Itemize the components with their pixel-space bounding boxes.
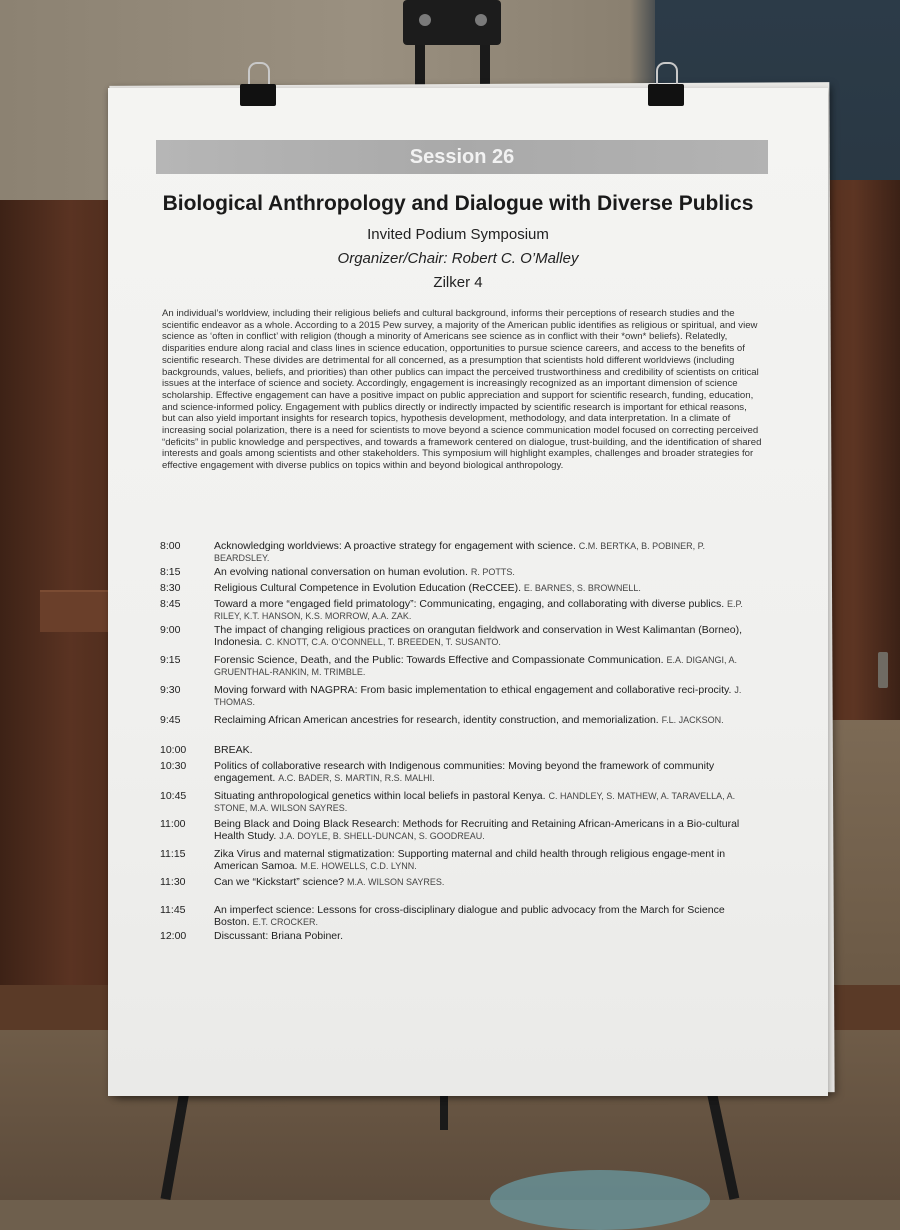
session-banner: Session 26: [156, 140, 768, 174]
talk-title: BREAK.: [214, 744, 253, 756]
schedule-talk: [214, 540, 744, 564]
talk-authors: R. POTTS.: [470, 567, 515, 577]
schedule-time: 8:45: [160, 598, 181, 610]
talk-title: The impact of changing religious practices on orangutan fieldwork and conservation in West Kalimantan (Borneo), Indonesia.: [214, 624, 743, 648]
talk-title: Reclaiming African American ancestries for research, identity construction, and memorialization.: [214, 714, 662, 726]
easel-clamp: [403, 0, 501, 45]
talk-authors: C. HANDLEY, S. MATHEW, A. TARAVELLA, A. STONE, M.A. WILSON SAYRES.: [214, 791, 736, 813]
talk-title: An imperfect science: Lessons for cross-disciplinary dialogue and public advocacy from the March for Science Boston.: [214, 904, 725, 928]
schedule-time: 12:00: [160, 930, 187, 942]
talk-authors: M.A. WILSON SAYRES.: [347, 877, 445, 887]
easel-knob: [475, 14, 487, 26]
talk-title: Toward a more “engaged field primatology”: Communicating, engaging, and collaborating with diverse publics.: [214, 598, 728, 610]
schedule-time: 11:30: [160, 876, 186, 888]
talk-title: Acknowledging worldviews: A proactive strategy for engagement with science.: [214, 540, 579, 552]
talk-authors: E.P. RILEY, K.T. HANSON, K.S. MORROW, A.A. ZAK.: [214, 599, 743, 621]
talk-title: Can we “Kickstart” science?: [214, 876, 348, 888]
schedule-talk: [214, 624, 744, 648]
schedule-talk: [214, 760, 744, 784]
talk-authors: A.C. BADER, S. MARTIN, R.S. MALHI.: [278, 773, 435, 783]
schedule-time: 10:45: [160, 790, 187, 802]
schedule-talk: [214, 876, 744, 888]
talk-authors: C. KNOTT, C.A. O’CONNELL, T. BREEDEN, T. SUSANTO.: [265, 637, 501, 647]
talk-title: Zika Virus and maternal stigmatization: Supporting maternal and child health through religious engage-ment in American Samoa.: [214, 848, 726, 872]
talk-title: Forensic Science, Death, and the Public: Towards Effective and Compassionate Communication.: [214, 654, 667, 666]
schedule-time: 8:00: [160, 540, 181, 552]
easel-knob: [419, 14, 431, 26]
schedule-time: 11:15: [160, 848, 186, 860]
schedule-time: 9:45: [160, 714, 181, 726]
schedule-talk: [214, 582, 744, 594]
talk-title: Moving forward with NAGPRA: From basic implementation to ethical engagement and collaborative reci-procity.: [214, 684, 735, 696]
easel-leg: [440, 1090, 448, 1130]
talk-authors: M.E. HOWELLS, C.D. LYNN.: [300, 861, 417, 871]
schedule-time: 8:30: [160, 582, 181, 594]
schedule-talk: [214, 790, 744, 814]
schedule-talk: [214, 714, 744, 726]
schedule-talk: [214, 598, 744, 622]
schedule-time: 8:15: [160, 566, 181, 578]
schedule-talk: [214, 818, 744, 842]
talk-authors: E. BARNES, S. BROWNELL.: [523, 583, 641, 593]
poster-title: Biological Anthropology and Dialogue with Diverse Publics: [162, 192, 754, 215]
schedule-talk: [214, 566, 744, 578]
schedule-time: 9:15: [160, 654, 181, 666]
schedule-talk: [214, 930, 744, 942]
symposium-poster: [108, 88, 828, 1096]
door-hinge: [878, 652, 888, 688]
schedule-talk: [214, 904, 744, 928]
schedule-talk: [214, 654, 744, 678]
talk-title: Discussant: Briana Pobiner.: [214, 930, 343, 942]
schedule-time: 11:00: [160, 818, 186, 830]
talk-authors: C.M. BERTKA, B. POBINER, P. BEARDSLEY.: [214, 541, 705, 563]
talk-title: Politics of collaborative research with Indigenous communities: Moving beyond the framework of community engagement.: [214, 760, 715, 784]
symposium-type: Invited Podium Symposium: [367, 226, 549, 243]
talk-title: Being Black and Doing Black Research: Methods for Recruiting and Retaining African-Americans in a Bio-cultural Health Study.: [214, 818, 740, 842]
schedule-time: 9:00: [160, 624, 181, 636]
organizer-chair: Organizer/Chair: Robert C. O’Malley: [337, 250, 579, 267]
room-name: Zilker 4: [433, 274, 483, 291]
talk-authors: E.T. CROCKER.: [252, 917, 319, 927]
talk-title: Situating anthropological genetics within local beliefs in pastoral Kenya.: [214, 790, 549, 802]
schedule-time: 10:00: [160, 744, 187, 756]
talk-title: Religious Cultural Competence in Evolution Education (ReCCEE).: [214, 582, 524, 594]
talk-title: An evolving national conversation on human evolution.: [214, 566, 471, 578]
schedule-talk: [214, 848, 744, 872]
talk-authors: J. THOMAS.: [214, 685, 742, 707]
talk-authors: J.A. DOYLE, B. SHELL-DUNCAN, S. GOODREAU.: [279, 831, 485, 841]
schedule-talk: [214, 744, 744, 756]
schedule-talk: [214, 684, 744, 708]
carpet-pattern: [490, 1170, 710, 1230]
binder-clip: [240, 62, 276, 112]
talk-authors: F.L. JACKSON.: [661, 715, 724, 725]
schedule-time: 10:30: [160, 760, 187, 772]
schedule-time: 9:30: [160, 684, 181, 696]
talk-authors: E.A. DIGANGI, A. GRUENTHAL-RANKIN, M. TRIMBLE.: [214, 655, 738, 677]
binder-clip: [648, 62, 684, 112]
schedule-time: 11:45: [160, 904, 186, 916]
abstract-text: An individual’s worldview, including their religious beliefs and cultural background, informs their perceptions of research studies and the scientific endeavor as a whole. According to a 2015 Pew survey, a majority of the American public identifies as religious or spiritual, and view science as ‘often in conflict’ with religion (though a minority of Americans see science as in conflict with their *own* beliefs). Relatedly, disparities endure along racial and class lines in science education, opportunities to pursue science careers, and access to the benefits of scientific research. These divides are detrimental for all concerned, as a presumption that scientists hold different worldviews (including backgrounds, values, beliefs, and priorities) than other publics can impact the perceived trustworthiness and credibility of scientists on critical issues at the interface of science and society. Accordingly, engagement is increasingly recognized as an important dimension of science scholarship. Effective engagement can have a positive impact on public appreciation and support for scientific research, funding, education, and science-informed policy. Engagement with publics directly or indirectly impacted by scientific research is important for ethical reasons, but can also yield important insights for research topics, hypothesis development, methodology, and data interpretation. In a climate of increasing social polarization, there is a need for scientists to move beyond a science communication model focused on correcting perceived “deficits” in public knowledge and perspectives, and towards a framework centered on dialogue, trust-building, and the identification of shared interests and goals among scientists and other stakeholders. This symposium will highlight examples, challenges and broader strategies for effective engagement with diverse publics on topics within and beyond biological anthropology.: [162, 308, 762, 472]
